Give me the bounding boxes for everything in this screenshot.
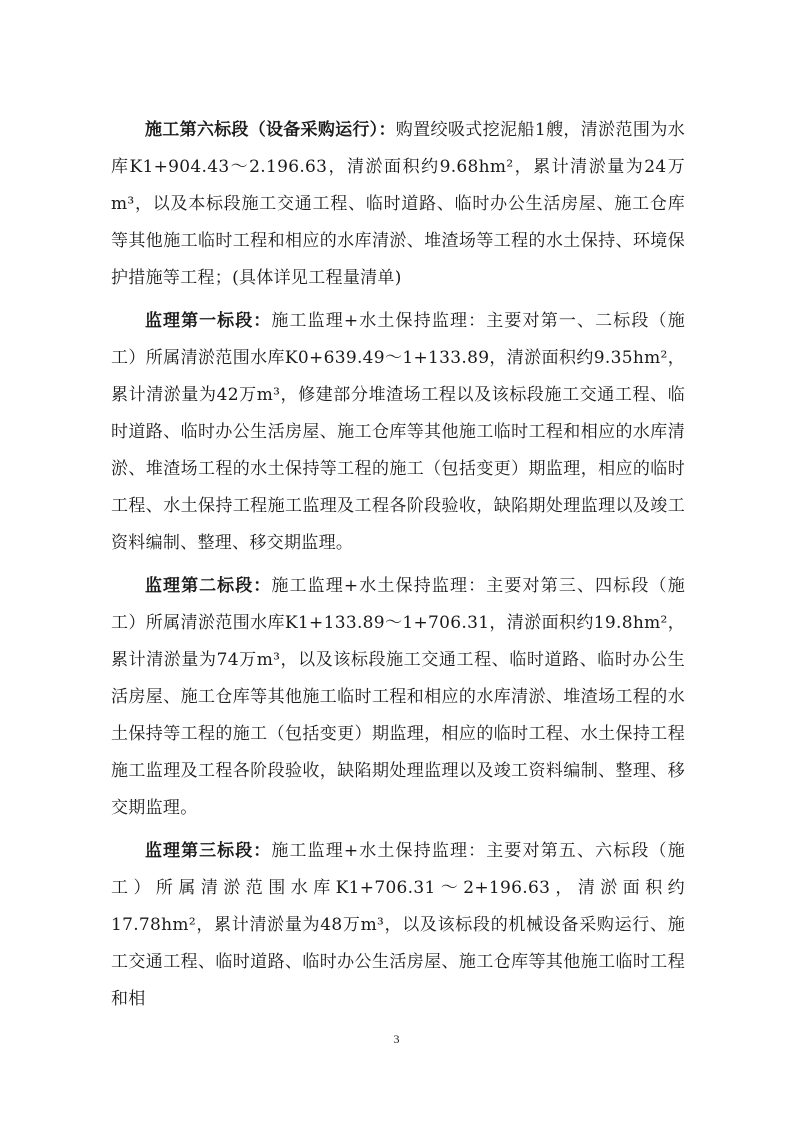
paragraph-heading: 施工第六标段（设备采购运行）：: [145, 120, 396, 140]
paragraph-construction-section-6: [111, 112, 685, 297]
paragraph-heading: 监理第二标段：: [145, 576, 272, 596]
paragraph-text: 购置绞吸式挖泥船1艘，清淤范围为水库K1+904.43～2.196.63，清淤面积约9.68hm²，累计清淤量为24万m³，以及本标段施工交通工程、临时道路、临时办公生活房屋、施工仓库等其他施工临时工程和相应的水库清淤、堆渣场等工程的水土保持、环境保护措施等工程；(具体详见工程量清单): [111, 120, 685, 288]
page-number: 3: [393, 1032, 400, 1046]
paragraph-text: 施工监理+水土保持监理：主要对第一、二标段（施工）所属清淤范围水库K0+639.49～1+133.89，清淤面积约9.35hm²，累计清淤量为42万m³，修建部分堆渣场工程以及该标段施工交通工程、临时道路、临时办公生活房屋、施工仓库等其他施工临时工程和相应的水库清淤、堆渣场工程的水土保持等工程的施工（包括变更）期监理，相应的临时工程、水土保持工程施工监理及工程各阶段验收，缺陷期处理监理以及竣工资料编制、整理、移交期监理。: [111, 311, 685, 553]
paragraph-heading: 监理第三标段：: [145, 841, 272, 861]
paragraph-supervision-section-2: [111, 568, 685, 827]
paragraph-supervision-section-3: [111, 833, 685, 1018]
paragraph-supervision-section-1: [111, 303, 685, 562]
paragraph-text: 施工监理+水土保持监理：主要对第五、六标段（施工）所属清淤范围水库K1+706.31～2+196.63，清淤面积约17.78hm²，累计清淤量为48万m³，以及该标段的机械设备采购运行、施工交通工程、临时道路、临时办公生活房屋、施工仓库等其他施工临时工程和相: [111, 841, 685, 1009]
paragraph-text: 施工监理+水土保持监理：主要对第三、四标段（施工）所属清淤范围水库K1+133.89～1+706.31，清淤面积约19.8hm²，累计清淤量为74万m³，以及该标段施工交通工程、临时道路、临时办公生活房屋、施工仓库等其他施工临时工程和相应的水库清淤、堆渣场工程的水土保持等工程的施工（包括变更）期监理，相应的临时工程、水土保持工程施工监理及工程各阶段验收，缺陷期处理监理以及竣工资料编制、整理、移交期监理。: [111, 576, 685, 818]
paragraph-heading: 监理第一标段：: [145, 311, 272, 331]
document-body: [111, 112, 685, 1018]
